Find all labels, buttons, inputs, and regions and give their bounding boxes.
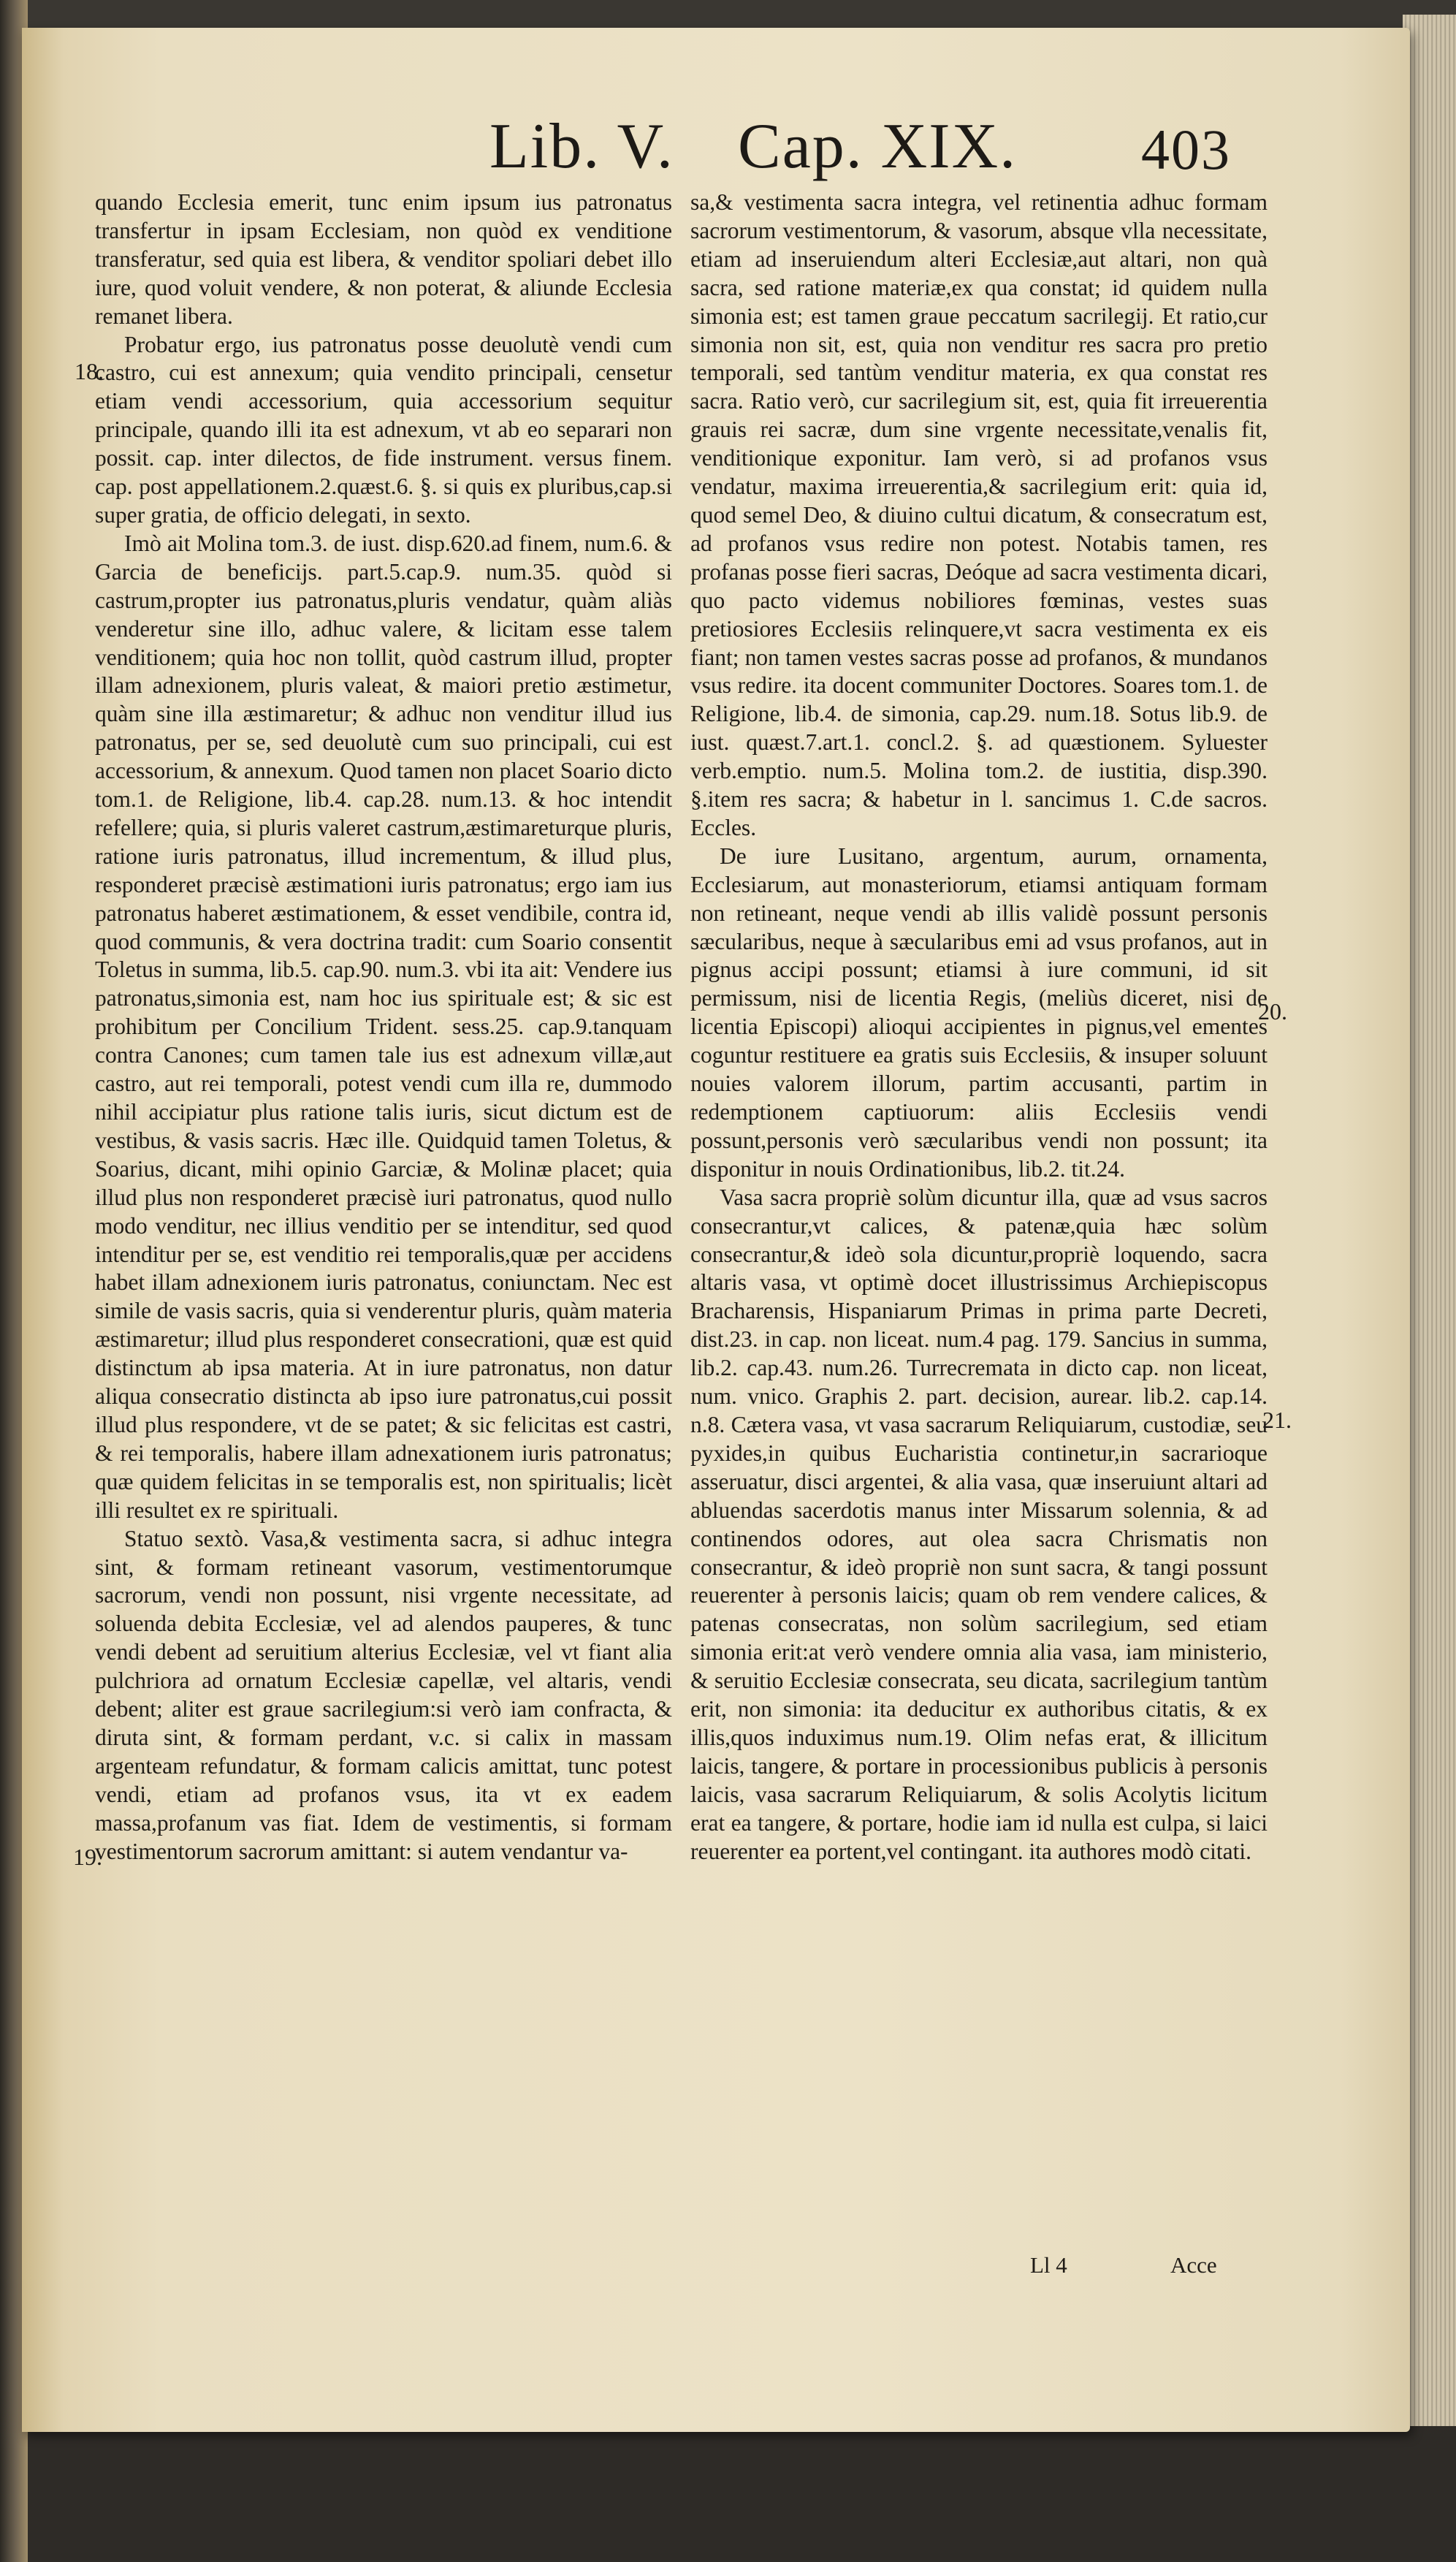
marginal-number-18: 18. (75, 358, 104, 384)
catchword: Acce (1170, 2252, 1217, 2278)
left-text-column (80, 189, 672, 1866)
paragraph: sa,& vestimenta sacra integra, vel retinentia adhuc formam sacrorum vestimentorum, & vasorum, absque vlla necessitate, etiam ad inseruiendum alteri Ecclesiæ,aut altari, non quà sacra, sed ratione materiæ,ex qua constat; id quidem nulla simonia est; est tamen graue peccatum sacrilegij. Et ratio,cur simonia non sit, est, quia non venditur res sacra pro pretio temporali, sed tantùm venditur materia, ex qua constat res sacra. Ratio verò, cur sacrilegium sit, est, quia fit irreuerentia grauis rei sacræ, dum sine vrgente necessitate,venalis fit, venditionique exponitur. Iam verò, si ad profanos vsus vendatur, maxima irreuerentia,& sacrilegium erit: quia id, quod semel Deo, & diuino cultui dicatum, & consecratum est, ad profanos vsus redire non potest. Notabis tamen, res profanas posse fieri sacras, Deóque ad sacra vestimenta dicari, quo pacto videmus nobiliores fœminas, vestes suas pretiosiores Ecclesiis relinquere,vt sacra vestimenta ex eis fiant; non tamen vestes sacras posse ad profanos, & mundanos vsus redire. ita docent communiter Doctores. Soares tom.1. de Religione, lib.4. de simonia, cap.29. num.18. Sotus lib.9. de iust. quæst.7.art.1. concl.2. §. ad quæstionem. Syluester verb.emptio. num.5. Molina tom.2. de iustitia, disp.390. §.item res sacra; & habetur in l. sancimus 1. C.de sacros. Eccles. (690, 189, 1268, 840)
paragraph: Probatur ergo, ius patronatus posse deuolutè vendi cum castro, cui est annexum; quia vendito principali, censetur etiam vendi accessorium, quia accessorium sequitur principale, quando illi ita est adnexum, vt ab eo separari non possit. cap. inter dilectos, de fide instrument. versus finem. cap. post appellationem.2.quæst.6. §. si quis ex pluribus,cap.si super gratia, de officio delegati, in sexto. (95, 331, 672, 528)
paragraph: De iure Lusitano, argentum, aurum, ornamenta, Ecclesiarum, aut monasteriorum, etiamsi antiquam formam non retineant, neque vendi ab illis validè possunt personis sæcularibus, neque à sæcularibus emi ad vsus profanos, aut in pignus accipi possunt; etiamsi à iure communi, id sit permissum, nisi de licentia Regis, (meliùs diceret, nisi de licentia Episcopi) alioqui accipientes in pignus,vel ementes coguntur restituere ea gratis suis Ecclesiis, & insuper soluunt nouies valorem illorum, partim accusanti, partim in redemptionem captiuorum: aliis Ecclesiis vendi possunt,personis verò sæcularibus vendi non possunt; ita disponitur in nouis Ordinationibus, lib.2. tit.24. (690, 843, 1268, 1182)
scan-backdrop-bottom (0, 2426, 1456, 2562)
running-head-chapter: Cap. XIX. (738, 111, 1018, 182)
page-number: 403 (1141, 118, 1231, 181)
paragraph: Statuo sextò. Vasa,& vestimenta sacra, si adhuc integra sint, & formam retineant vasorum, vestimentorumque sacrorum, vendi non possunt, nisi vrgente necessitate, ad soluenda debita Ecclesiæ, vel ad alendos pauperes, & tunc vendi debent ad seruitium alterius Ecclesiæ, vel vt fiant alia pulchriora ad ornatum Ecclesiæ capellæ, vel altaris, vendi debent; aliter est graue sacrilegium:si verò iam confracta, & diruta sint, & formam perdant, v.c. si calix in massam argenteam refundatur, & formam calicis amittat, tunc potest vendi, etiam ad profanos vsus, ita vt ex eadem massa,profanum vas fiat. Idem de vestimentis, si formam vestimentorum sacrorum amittant: si autem vendantur va- (95, 1525, 672, 1864)
right-text-column (690, 189, 1268, 1866)
marginal-number-20: 20. (1258, 998, 1287, 1025)
page-edges (1403, 15, 1456, 2426)
paragraph: quando Ecclesia emerit, tunc enim ipsum ius patronatus transfertur in ipsam Ecclesiam, non quòd ex venditione transferatur, sed quia est libera, & venditor spoliari debet illo iure, quod voluit vendere, & non poterat, & aliunde Ecclesia remanet libera. (95, 189, 672, 329)
paragraph: Vasa sacra propriè solùm dicuntur illa, quæ ad vsus sacros consecrantur,vt calices, & patenæ,quia hæc solùm consecrantur,& ideò sola dicuntur,propriè loquendo, sacra altaris vasa, vt optimè docet illustrissimus Archiepiscopus Bracharensis, Hispaniarum Primas in prima parte Decreti, dist.23. in cap. non liceat. num.4 pag. 179. Sancius in summa, lib.2. cap.43. num.26. Turrecremata in dicto cap. non liceat, num. vnico. Graphis 2. part. decision, aurear. lib.2. cap.14. n.8. Cætera vasa, vt vasa sacrarum Reliquiarum, custodiæ, seu pyxides,in quibus Eucharistia continetur,in sacrarioque asseruatur, disci argentei, & alia vasa, quæ inseruiunt altari ad abluendas sacerdotis manus inter Missarum solennia, & ad continendos odores, aut olea sacra Chrismatis non consecrantur, & ideò propriè non sunt sacra, & tangi possunt reuerenter à personis laicis; quam ob rem vendere calices, & patenas consecratas, non solùm sacrilegium, sed etiam simonia erit:at verò vendere omnia alia vasa, iam ministerio, & seruitio Ecclesiæ consecrata, seu dicata, sacrilegium tantùm erit, non simonia: ita deducitur ex authoribus citatis, & ex illis,quos induximus num.19. Olim nefas erat, & illicitum laicis, tangere, & portare in processionibus publicis à personis laicis, vasa sacrarum Reliquiarum, & solis Acolytis licitum erat ea tangere, & portare, hodie iam id nulla est culpa, si laici reuerenter ea portent,vel contingant. ita authores modò citati. (690, 1184, 1268, 1864)
marginal-number-19: 19. (73, 1844, 102, 1870)
running-head-book: Lib. V. (489, 111, 674, 182)
paragraph: Imò ait Molina tom.3. de iust. disp.620.ad finem, num.6. & Garcia de beneficijs. part.5.cap.9. num.35. quòd si castrum,propter ius patronatus,pluris vendatur, quàm aliàs venderetur sine illo, adhuc valere, & licitam esse talem venditionem; quia hoc non tollit, quòd castrum illud, propter illam adnexionem, pluris valeat, & maiori pretio æstimetur, quàm sine illa æstimaretur; & adhuc non venditur illud ius patronatus, per se, sed deuolutè cum suo principali, cui est accessorium, & annexum. Quod tamen non placet Soario dicto tom.1. de Religione, lib.4. cap.28. num.13. & hoc intendit refellere; quia, si pluris valeret castrum,æstimareturque pluris, ratione iuris patronatus, illud incrementum, & illud plus, responderet præcisè æstimationi iuris patronatus; ergo iam ius patronatus haberet æstimationem, & esset vendibile, contra id, quod communis, & vera doctrina tradit: cum Soario consentit Toletus in summa, lib.5. cap.90. num.3. vbi ita ait: Vendere ius patronatus,simonia est, nam hoc ius spirituale est; & sic est prohibitum per Concilium Trident. sess.25. cap.9.tanquam contra Canones; cum tamen tale ius est adnexum villæ,aut castro, aut rei temporali, potest vendi cum illa re, dummodo nihil accipiatur plus ratione talis iuris, sicut dictum est de vestibus, & vasis sacris. Hæc ille. Quidquid tamen Toletus, & Soarius, dicant, mihi opinio Garciæ, & Molinæ placet; quia illud plus non responderet præcisè iuri patronatus, quod nullo modo venditur, nec illius venditio per se intenditur, sed quod intenditur per se, est venditio rei temporalis,quæ per accidens habet illam adnexionem iuris patronatus, coniunctam. Nec est simile de vasis sacris, quia si venderentur pluris, quàm materia æstimaretur; illud plus responderet consecrationi, quæ est quid distinctum ab ipsa materia. At in iure patronatus, non datur aliqua consecratio distincta ab ipso iure patronatus,cui possit illud plus respondere, vt de se patet; & sic felicitas est castri, & rei temporalis, habere illam adnexationem iuris patronatus; quæ quidem felicitas in se temporalis est, non spiritualis; licèt illi resultet ex re spirituali. (95, 530, 672, 1523)
signature-mark: Ll 4 (1030, 2252, 1067, 2278)
marginal-number-21: 21. (1262, 1407, 1292, 1433)
